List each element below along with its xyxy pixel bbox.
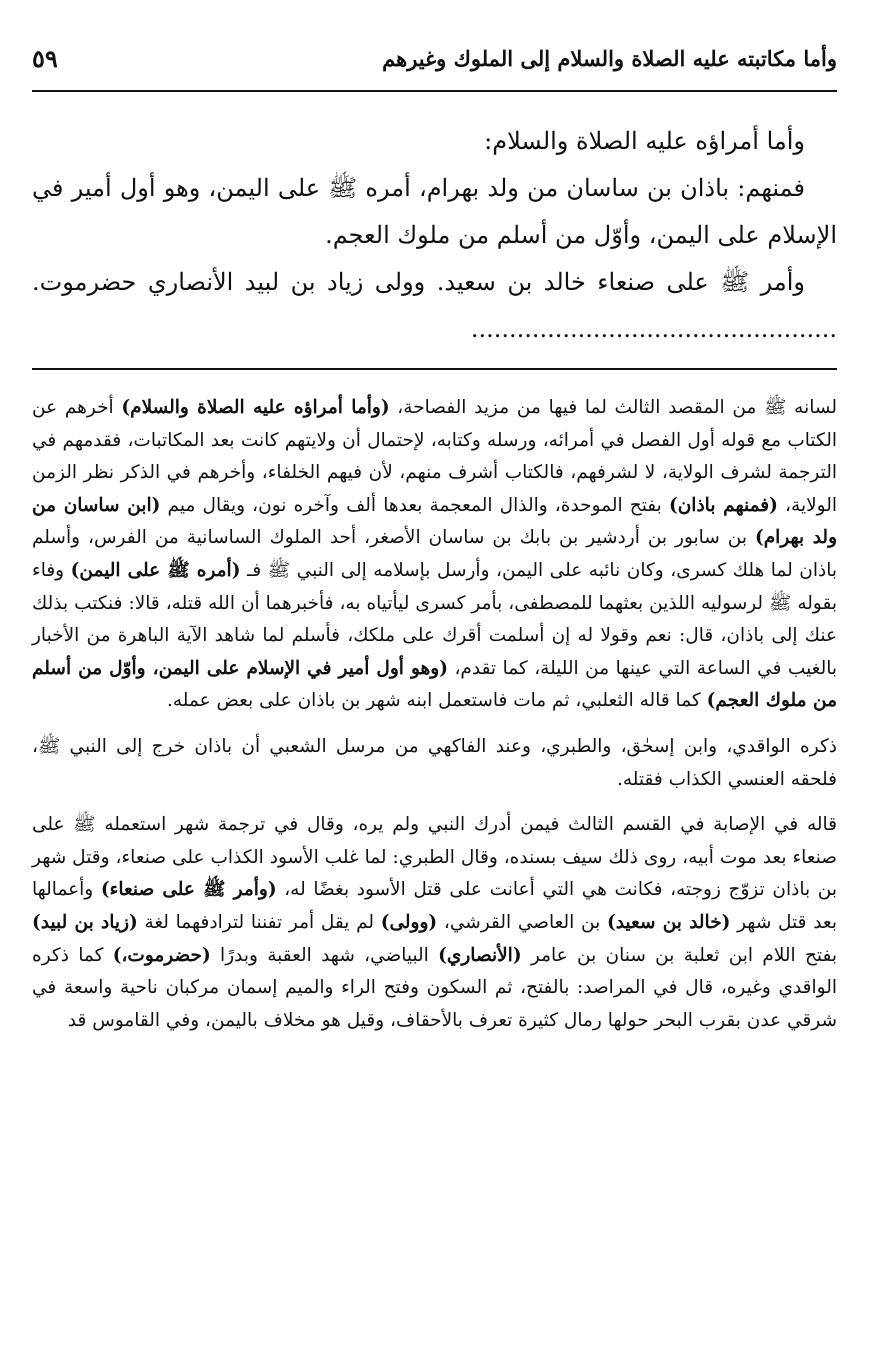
commentary-paragraph	[32, 731, 837, 796]
commentary-paragraph	[32, 809, 837, 1037]
quoted-text: (خالد بن سعيد)	[606, 911, 731, 933]
commentary-text: أخرهم عن الكتاب مع قوله أول الفصل في أمرائه، ورسله وكتابه، لإحتمال أن ولايتهم كانت بعد المكاتبات، فقدمهم في الترجمة لشرف الولاية، لا لشرفهم، فالكتاب أشرف منهم، لأن فيهم الخلفاء، وأخرهم في الذكر نظر الزمن الولاية،	[32, 397, 837, 516]
main-text-heading: وأما أمراؤه عليه الصلاة والسلام:	[484, 127, 805, 155]
quoted-text: (فمنهم باذان)	[668, 494, 778, 516]
quoted-text: (وهو أول أمير في الإسلام على اليمن، وأوّل من أسلم من ملوك العجم)	[32, 657, 837, 712]
commentary-text: البياضي، شهد العقبة وبدرًا	[210, 944, 439, 966]
page-header	[32, 30, 837, 86]
commentary-text: قاله في الإصابة في القسم الثالث فيمن أدرك النبي ولم يره، وقال في ترجمة شهر استعمله ﷺ على صنعاء بعد موت أبيه، روى ذلك سيف بسنده، وقال الطبري: لما غلب الأسود الكذاب على صنعاء، وقتل شهر بن باذان تزوّج زوجته، فكانت هي التي أعانت على قتل الأسود بغضًا له،	[32, 814, 837, 901]
quoted-text: (زياد بن لبيد)	[32, 911, 138, 933]
commentary-text: كما ذكره الواقدي وغيره، قال في المراصد: بالفتح، ثم السكون وفتح الراء والميم إسمان مركبان ناحية واسعة في شرقي عدن بقرب البحر حولها رمال كثيرة تعرف بالأحقاف، وقيل هو مخلاف باليمن، وفي القاموس قد	[32, 944, 837, 1031]
commentary-text: وفاء بقوله ﷺ لرسوليه اللذين بعثهما للمصطفى، بأمر كسرى ليأتياه به، فأخبرهما أن الله قتله، قالا: فنكتب بذلك عنك إلى باذان، قال: نعم وقولا له إن أسلمت أقرك على ملكك، فأسلم لما شاهد الآية الباهرة من الأخبار بالغيب في الساعة التي عينها من الليلة، كما تقدم،	[32, 559, 837, 679]
commentary-text: بن سابور بن أردشير بن بابك بن ساسان الأصغر، أحد الملوك الساسانية من الفرس، وأسلم باذان لما هلك كسرى، وكان نائبه على اليمن، وأرسل بإسلامه إلى النبي ﷺ فـ	[32, 527, 838, 581]
quoted-text: (أمره ﷺ على اليمن)	[70, 559, 241, 581]
commentary-text: بفتح الموحدة، والذال المعجمة بعدها ألف وآخره نون، ويقال ميم	[160, 494, 669, 516]
separator-rule	[32, 368, 837, 370]
quoted-text: (وأمر ﷺ على صنعاء)	[100, 879, 277, 901]
commentary-paragraph	[32, 392, 837, 718]
quoted-text: (ابن ساسان من ولد بهرام)	[32, 494, 838, 549]
running-title: وأما مكاتبته عليه الصلاة والسلام إلى الملوك وغيرهم	[382, 45, 837, 71]
commentary-text: وأعمالها بعد قتل شهر	[32, 879, 837, 933]
main-text-paragraph: فمنهم: باذان بن ساسان من ولد بهرام، أمره ﷺ على اليمن، وهو أول أمير في الإسلام على اليمن، وأوّل من أسلم من ملوك العجم.	[32, 174, 837, 249]
commentary-text: بن العاصي القرشي،	[437, 911, 607, 933]
quoted-text: (حضرموت،)	[112, 944, 211, 966]
page-number: ٥٩	[32, 43, 58, 73]
main-text	[32, 118, 837, 353]
commentary-text: كما قاله الثعلبي، ثم مات فاستعمل ابنه شهر بن باذان على بعض عمله.	[166, 690, 707, 712]
quoted-text: (وأما أمراؤه عليه الصلاة والسلام)	[121, 397, 390, 418]
commentary-text: بفتح اللام ابن ثعلبة بن سنان بن عامر	[521, 944, 837, 966]
commentary-text: ذكره الواقدي، وابن إسحٰق، والطبري، وعند الفاكهي من مرسل الشعبي أن باذان خرج إلى النبي ﷺ، فلحقه العنسي الكذاب فقتله.	[32, 735, 837, 790]
main-text-paragraph: وأمر ﷺ على صنعاء خالد بن سعيد. وولى زياد بن لبيد الأنصاري حضرموت. ................................................	[32, 268, 837, 343]
commentary	[32, 392, 837, 1050]
commentary-text: لم يقل أمر تفننا لترادفهما لغة	[137, 911, 381, 933]
header-rule	[32, 90, 837, 92]
commentary-text: لسانه ﷺ من المقصد الثالث لما فيها من مزيد الفصاحة،	[389, 397, 837, 418]
quoted-text: (وولى)	[380, 911, 438, 933]
quoted-text: (الأنصاري)	[438, 944, 522, 966]
